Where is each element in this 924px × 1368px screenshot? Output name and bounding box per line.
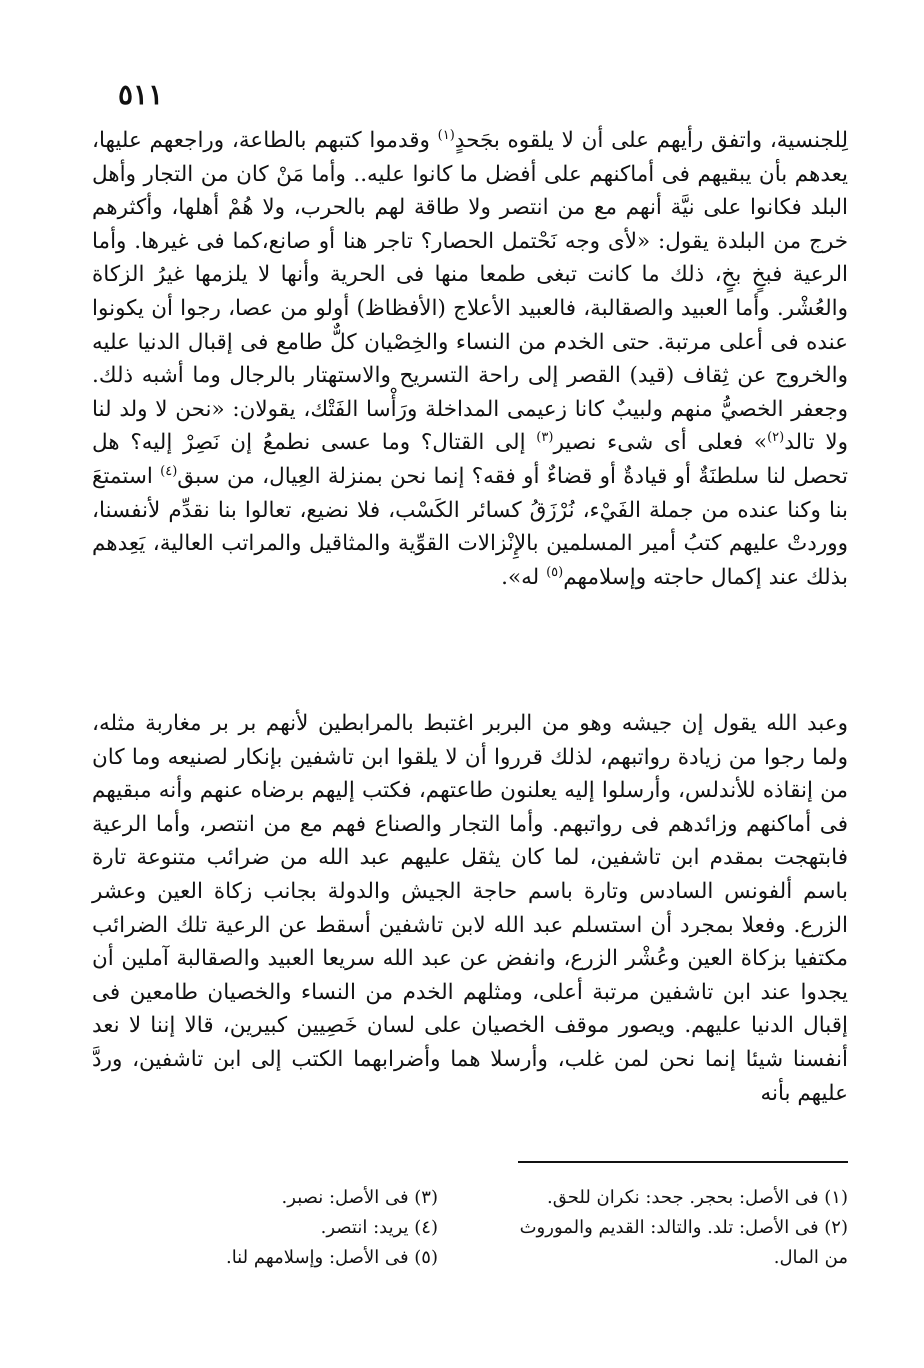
paragraph-1-text-d: إلى القتال؟ وما عسى نطمعُ إن نَصِرْ إليه؟ هل تحصل لنا سلطنَةٌ أو قيادةٌ أو قضاءٌ أو فقه؟ إنما نحن بمنزلة العِيال، من سبق — [92, 430, 849, 489]
footnotes-column-right — [518, 1183, 848, 1273]
paragraph-2: وعبد الله يقول إن جيشه وهو من البربر اغتبط بالمرابطين لأنهم بر بر مغاربة مثله، ولما رجوا من زيادة رواتبهم، لذلك قرروا أن لا يلقوا ابن تاشفين بإنكار لصنيعه وما كان من إنقاذه للأندلس، وأرسلوا إليه يعلنون طاعتهم، فكتب إليهم برضاه عنهم وأنه مبقيهم فى أماكنهم وزائدهم فى رواتبهم. وأما التجار والصناع فهم مع من انتصر، وأما الرعية فابتهجت بمقدم ابن تاشفين، لما كان يثقل عليهم عبد الله من ضرائب متنوعة تارة باسم ألفونس السادس وتارة باسم حاجة الجيش والدولة بجانب زكاة العين وعشر الزرع. وفعلا بمجرد أن استسلم عبد الله لابن تاشفين أسقط عن الرعية تلك الضرائب مكتفيا بزكاة العين وعُشْر الزرع، وانفض عن عبد الله سريعا العبيد والصقالبة آملين أن يجدوا عند ابن تاشفين مرتبة أعلى، ومثلهم الخدم من النساء والخصيان طامعين فى إقبال الدنيا عليهم. ويصور موقف الخصيان على لسان خَصِيين كبيرين، قالا إننا لا نعد أنفسنا شيئا إنما نحن لمن غلب، وأرسلا هما وأضرابهما الكتب إلى ابن تاشفين، وردَّ عليهم بأنه — [92, 711, 848, 1106]
page-number: ٥١١ — [118, 78, 164, 111]
footnote-3: (٣) فى الأصل: نصبر. — [281, 1187, 438, 1208]
paragraph-1-text-f: له». — [501, 564, 547, 590]
paragraph-1 — [92, 124, 848, 594]
footnote-2: (٢) فى الأصل: تلد. والتالد: القديم والموروث من المال. — [519, 1217, 848, 1268]
footnote-4: (٤) يريد: انتصر. — [320, 1217, 438, 1238]
footnote-marker-5: (٥) — [546, 564, 564, 580]
footnotes-column-left — [108, 1183, 438, 1273]
footnote-marker-1: (١) — [437, 127, 455, 143]
paragraph-1-text-a: لِلجنسية، واتفق رأيهم على أن لا يلقوه بجَحدٍ — [454, 128, 849, 153]
paragraph-1-text-e: استمتعَ بنا وكنا عنده من جملة الفَيْء، نُرْزَقُ كسائر الكَسْب، فلا نضيع، تعالوا بنا نقدِّم لأنفسنا، ووردتْ عليهم كتبُ أمير المسلمين بالإِنْزالات القوِّية والمثاقيل والمراتب العالية، يَعِدهم بذلك عند إكمال حاجته وإسلامهم — [92, 463, 848, 590]
paragraph-1-text-b: وقدموا كتبهم بالطاعة، وراجعهم عليها، يعدهم بأن يبقيهم فى أماكنهم على أفضل ما كانوا عليه.. وأما مَنْ كان من التجار وأهل البلد فكانوا على نيَّة أنهم مع من انتصر ولا طاقة لهم بالحرب، ولا هُمْ أهلها، وأكثرهم خرج من البلدة يقول: «لأى وجه نَحْتمل الحصار؟ تاجر هنا أو صانع،كما فى غيرها. وأما الرعية فبخٍ بخٍ، ذلك ما كانت تبغى طمعا منها فى الحرية وأنها لا يلزمها غيرُ الزكاة والعُشْر. وأما العبيد والصقالبة، فالعبيد الأعلاج (الأفظاظ) أولو من عصا، رجوا أن يكونوا عنده فى أعلى مرتبة. حتى الخدم من النساء والخِصْيان كلٌّ طامع فى إقبال الدنيا عليه والخروج عن ثِقاف (قيد) القصر إلى راحة التسريح والاستهتار بالرجال وما أشبه ذلك. وجعفر الخصيُّ منهم ولبيبٌ كانا زعيمى المداخلة ورَأْسا الفَتْك، يقولان: «نحن لا ولد لنا ولا تالد — [92, 128, 848, 456]
footnote-marker-4: (٤) — [160, 463, 178, 479]
footnote-marker-2: (٢) — [767, 430, 785, 446]
paragraph-1-text-c: » فعلى أى شىء نصير — [553, 430, 768, 456]
footnote-marker-3: (٣) — [536, 430, 554, 446]
footnote-divider — [518, 1161, 848, 1163]
footnote-5: (٥) فى الأصل: وإسلامهم لنا. — [225, 1247, 438, 1268]
footnote-1: (١) فى الأصل: بحجر. جحد: نكران للحق. — [547, 1187, 848, 1208]
